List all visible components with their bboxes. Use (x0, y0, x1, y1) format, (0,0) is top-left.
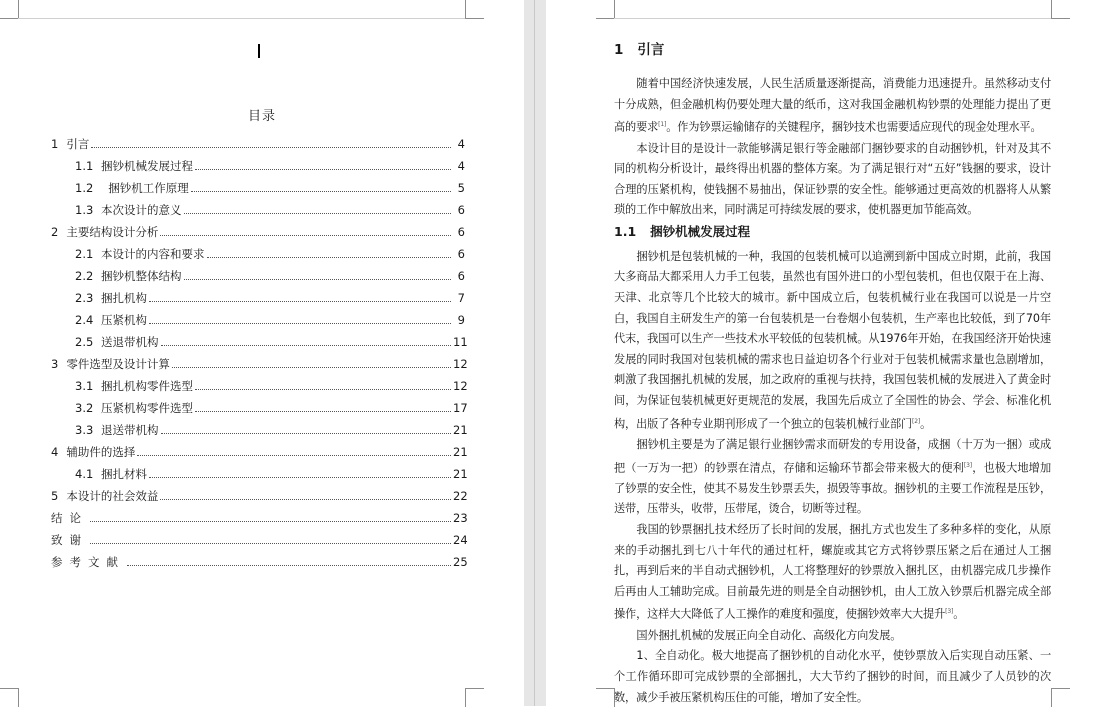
toc-entry-title: 本设计的内容和要求 (101, 247, 205, 261)
section-title: 捆钞机械发展过程 (650, 223, 751, 239)
toc-entry-page: 6 (457, 225, 465, 239)
toc-entry-title: 本次设计的意义 (101, 203, 182, 217)
paragraph: 本设计目的是设计一款能够满足银行等金融部门捆钞要求的自动捆钞机，针对及其不同的机构分析设计，最终得出机器的整体方案。为了满足银行对“五好”钱捆的要求，设计合理的压紧机构，使钱捆不易抽出，保证钞票的安全性。能够通过更高效的机器将人从繁琐的工作中解放出来，同时满足可持续发展的要求，使机器更加节能高效。 (614, 141, 1051, 217)
toc-leader-dots (90, 543, 451, 544)
toc-entry-title: 压紧机构零件选型 (101, 401, 193, 415)
toc-entry-title: 压紧机构 (101, 313, 147, 327)
toc-entry-title: 引言 (66, 137, 90, 151)
toc-entry-number: 2.1 (75, 247, 94, 261)
toc-leader-dots (127, 565, 451, 566)
toc-entry-page: 5 (457, 181, 465, 195)
toc-entry-title: 退送带机构 (101, 423, 159, 437)
toc-entry-number: 3.1 (75, 379, 94, 393)
toc-leader-dots (161, 345, 452, 346)
header-line (614, 18, 1051, 19)
toc-entry-page: 4 (457, 137, 465, 151)
chapter-title: 引言 (637, 42, 665, 58)
chapter-heading (614, 38, 1051, 64)
text-cursor[interactable] (258, 44, 260, 58)
toc-title: 目录 (247, 109, 276, 124)
toc-entry[interactable] (51, 371, 468, 393)
section-heading (614, 221, 1051, 247)
citation[interactable]: [1] (658, 121, 667, 129)
toc-entry-title: 捆钞机整体结构 (101, 269, 182, 283)
toc-entry-page: 12 (453, 357, 468, 371)
toc-leader-dots (149, 477, 451, 478)
toc-entry-title: 主要结构设计分析 (66, 225, 159, 239)
section-number: 1.1 (614, 223, 637, 239)
paragraph-text: 。 (953, 608, 965, 622)
margin-corner-top-right (465, 0, 484, 19)
toc-leader-dots (207, 257, 452, 258)
toc-entry[interactable] (51, 327, 468, 349)
toc-entry-number: 4.1 (75, 467, 94, 481)
toc-entry-page: 24 (453, 533, 468, 547)
toc-leader-dots (160, 235, 451, 236)
margin-corner-top-right (1051, 0, 1070, 19)
document-body (614, 38, 1051, 708)
toc-leader-dots (149, 301, 451, 302)
toc-entry-page: 11 (453, 335, 468, 349)
toc-leader-dots (91, 147, 451, 148)
toc-entry-number: 1.2 (75, 181, 94, 195)
toc-entry-page: 21 (453, 467, 468, 481)
paragraph-text: 捆钞机是包装机械的一种，我国的包装机械可以追溯到新中国成立时期，此前，我国大多商品大都采用人力手工包装，虽然也有国外进口的小型包装机，但也仅限于在上海、天津、北京等几个比较大的城市。新中国成立后，包装机械行业在我国可以说是一片空白，我国自主研发生产的第一台包装机是一台卷烟小包装机，生产率也比较低，到了70年代末，我国可以生产一些技术水平较低的包装机械。从1976年开始，在我国经济开始快速发展的同时我国对包装机械的需求也日益迫切各个行业对于包装机械需求量也急剧增加，刺激了我国捆扎机械的发展，加之政府的重视与扶持，我国包装机械的发展进入了黄金时间，为保证包装机械更好更规范的发展，我国先后成立了全国性的协会、学会、标准化机构，出版了各种专业期刊形成了一个独立的包装机械行业部门 (614, 249, 1051, 431)
toc-entry-title: 捆扎材料 (101, 467, 147, 481)
toc-entry-page: 7 (457, 291, 465, 305)
paragraph-text: 我国的钞票捆扎技术经历了长时间的发展，捆扎方式也发生了多种多样的变化，从原来的手动捆扎到七八十年代的通过杠杆，螺旋或其它方式将钞票压紧之后在通过人工捆扎，再到后来的半自动式捆钞机，人工将整理好的钞票放入捆扎区，由机器完成几步操作后再由人工辅助完成。目前最先进的则是全自动捆钞机，由人工放入钞票后机器完成全部操作，这样大大降低了人工操作的难度和强度，使捆钞效率大大提升 (614, 523, 1051, 622)
toc-entry-number: 1.3 (75, 203, 94, 217)
page-gutter (524, 0, 546, 706)
toc-entry-page: 12 (453, 379, 468, 393)
toc-leader-dots (160, 499, 451, 500)
toc-entry[interactable] (51, 239, 465, 261)
table-of-contents (51, 129, 468, 569)
toc-entry[interactable] (51, 283, 465, 305)
toc-leader-dots (184, 279, 452, 280)
toc-leader-dots (161, 433, 452, 434)
paragraph-text: ，也极大地增加了钞票的安全性，使其不易发生钞票丢失，损毁等事故。捆钞机的主要工作流程是压钞，送带，压带头，收带，压带尾，烫合，切断等过程。 (614, 461, 1051, 516)
margin-corner-bottom-left (596, 688, 615, 707)
toc-entry[interactable] (51, 217, 465, 239)
margin-corner-bottom-right (1051, 688, 1070, 707)
toc-entry[interactable] (51, 393, 468, 415)
toc-entry-number: 2.3 (75, 291, 94, 305)
toc-leader-dots (195, 411, 451, 412)
toc-entry[interactable] (51, 415, 468, 437)
toc-entry-title: 零件选型及设计计算 (66, 357, 170, 371)
toc-entry-title: 致谢 (51, 533, 88, 547)
toc-entry-page: 22 (453, 489, 468, 503)
paragraph-text: 。作为钞票运输储存的关键程序，捆钞技术也需要适应现代的现金处理水平。 (666, 120, 1042, 134)
toc-entry-title: 送退带机构 (101, 335, 159, 349)
toc-entry[interactable] (51, 349, 468, 371)
toc-entry[interactable] (51, 129, 465, 151)
toc-entry-title: 参考文献 (51, 555, 125, 569)
toc-entry[interactable] (51, 437, 468, 459)
citation[interactable]: [3] (945, 608, 954, 616)
toc-entry-page: 25 (453, 555, 468, 569)
header-line (18, 18, 465, 19)
citation[interactable]: [3] (963, 461, 972, 469)
margin-corner-top-left (596, 0, 615, 19)
paragraph-text: 随着中国经济快速发展，人民生活质量逐渐提高，消费能力迅速提升。虽然移动支付十分成熟，但金融机构仍要处理大量的纸币，这对我国金融机构钞票的处理能力提出了更高的要求 (614, 77, 1051, 134)
toc-leader-dots (195, 169, 451, 170)
toc-entry-title: 本设计的社会效益 (66, 489, 159, 503)
toc-entry[interactable] (51, 195, 465, 217)
toc-entry[interactable] (51, 525, 468, 547)
toc-entry[interactable] (51, 459, 468, 481)
paragraph (614, 435, 1051, 520)
toc-entry[interactable] (51, 547, 468, 569)
toc-entry-page: 21 (453, 445, 468, 459)
toc-entry-number: 5 (51, 489, 59, 503)
toc-entry-number: 4 (51, 445, 59, 459)
paragraph-text: 。 (920, 417, 932, 431)
toc-leader-dots (184, 213, 452, 214)
toc-leader-dots (195, 389, 451, 390)
toc-entry-title: 捆钞机工作原理 (101, 181, 189, 195)
toc-entry-page: 4 (457, 159, 465, 173)
toc-entry-page: 17 (453, 401, 468, 415)
paragraph (614, 74, 1051, 139)
toc-leader-dots (149, 323, 451, 324)
toc-entry-page: 21 (453, 423, 468, 437)
toc-entry-title: 捆钞机械发展过程 (101, 159, 193, 173)
toc-entry-title: 捆扎机构 (101, 291, 147, 305)
toc-entry-number: 2.4 (75, 313, 94, 327)
toc-leader-dots (90, 521, 451, 522)
paragraph (614, 520, 1051, 626)
toc-entry[interactable] (51, 503, 468, 525)
paragraph-text: 捆钞机主要是为了满足银行业捆钞需求而研发的专用设备，成捆（十万为一捆）或成把（一万为一把）的钞票在清点，存储和运输环节都会带来极大的便利 (614, 437, 1051, 475)
toc-entry[interactable] (51, 173, 465, 195)
margin-corner-bottom-left (0, 688, 19, 707)
toc-entry-page: 9 (457, 313, 465, 327)
toc-entry-number: 2.2 (75, 269, 94, 283)
toc-entry-title: 辅助件的选择 (66, 445, 136, 459)
toc-entry-page: 6 (457, 203, 465, 217)
toc-entry-number: 3.2 (75, 401, 94, 415)
toc-entry-page: 6 (457, 247, 465, 261)
toc-entry[interactable] (51, 151, 465, 173)
toc-leader-dots (172, 367, 451, 368)
chapter-number: 1 (614, 42, 624, 58)
toc-entry[interactable] (51, 261, 465, 283)
toc-entry-number: 3 (51, 357, 59, 371)
toc-page (0, 0, 524, 706)
paragraph: 国外捆扎机械的发展正向全自动化、高级化方向发展。 (636, 628, 902, 642)
toc-entry-page: 6 (457, 269, 465, 283)
toc-entry-number: 3.3 (75, 423, 94, 437)
paragraph (614, 247, 1051, 435)
paragraph: 1、全自动化。极大地提高了捆钞机的自动化水平，使钞票放入后实现自动压紧、一个工作循环即可完成钞票的全部捆扎，大大节约了捆钞的时间，而且减少了人员钞的次数，减少手被压紧机构压住的可能，增加了安全性。 (614, 649, 1051, 704)
citation[interactable]: [2] (912, 417, 921, 425)
toc-entry-page: 23 (453, 511, 468, 525)
margin-corner-top-left (0, 0, 19, 19)
margin-corner-bottom-right (465, 688, 484, 707)
toc-leader-dots (191, 191, 451, 192)
toc-leader-dots (137, 455, 451, 456)
toc-entry-number: 1 (51, 137, 59, 151)
toc-entry-number: 2.5 (75, 335, 94, 349)
toc-entry-title: 结论 (51, 511, 88, 525)
toc-entry-number: 1.1 (75, 159, 94, 173)
toc-entry[interactable] (51, 481, 468, 503)
toc-entry-title: 捆扎机构零件选型 (101, 379, 193, 393)
toc-entry[interactable] (51, 305, 465, 327)
toc-entry-number: 2 (51, 225, 59, 239)
